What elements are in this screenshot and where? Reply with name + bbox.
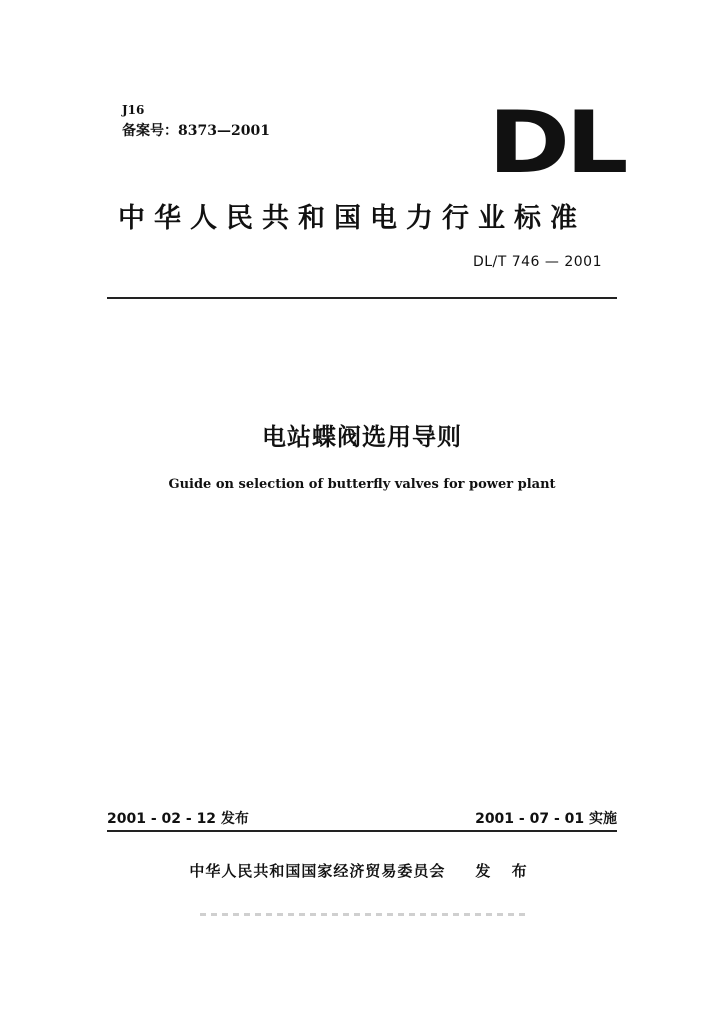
document-title-en: Guide on selection of butterfly valves for power plant bbox=[168, 477, 556, 492]
footer-divider bbox=[107, 830, 617, 832]
publisher-name: 中华人民共和国国家经济贸易委员会 bbox=[189, 862, 446, 880]
document-title-cn: 电站蝶阀选用导则 bbox=[262, 423, 462, 451]
classification-code: J16 bbox=[122, 103, 145, 117]
publisher-action: 发 布 bbox=[475, 862, 535, 880]
header-divider bbox=[107, 297, 617, 299]
standard-number: DL/T 746 — 2001 bbox=[472, 254, 602, 270]
publisher-line bbox=[0, 860, 724, 881]
faint-printed-line bbox=[200, 913, 530, 916]
issuer-title: 中华人民共和国电力行业标准 bbox=[118, 203, 586, 234]
implement-date: 2001 - 07 - 01 实施 bbox=[475, 811, 617, 827]
record-number: 备案号：8373—2001 bbox=[122, 123, 270, 139]
dl-logo: DL bbox=[488, 93, 624, 193]
publish-date: 2001 - 02 - 12 发布 bbox=[107, 811, 249, 827]
